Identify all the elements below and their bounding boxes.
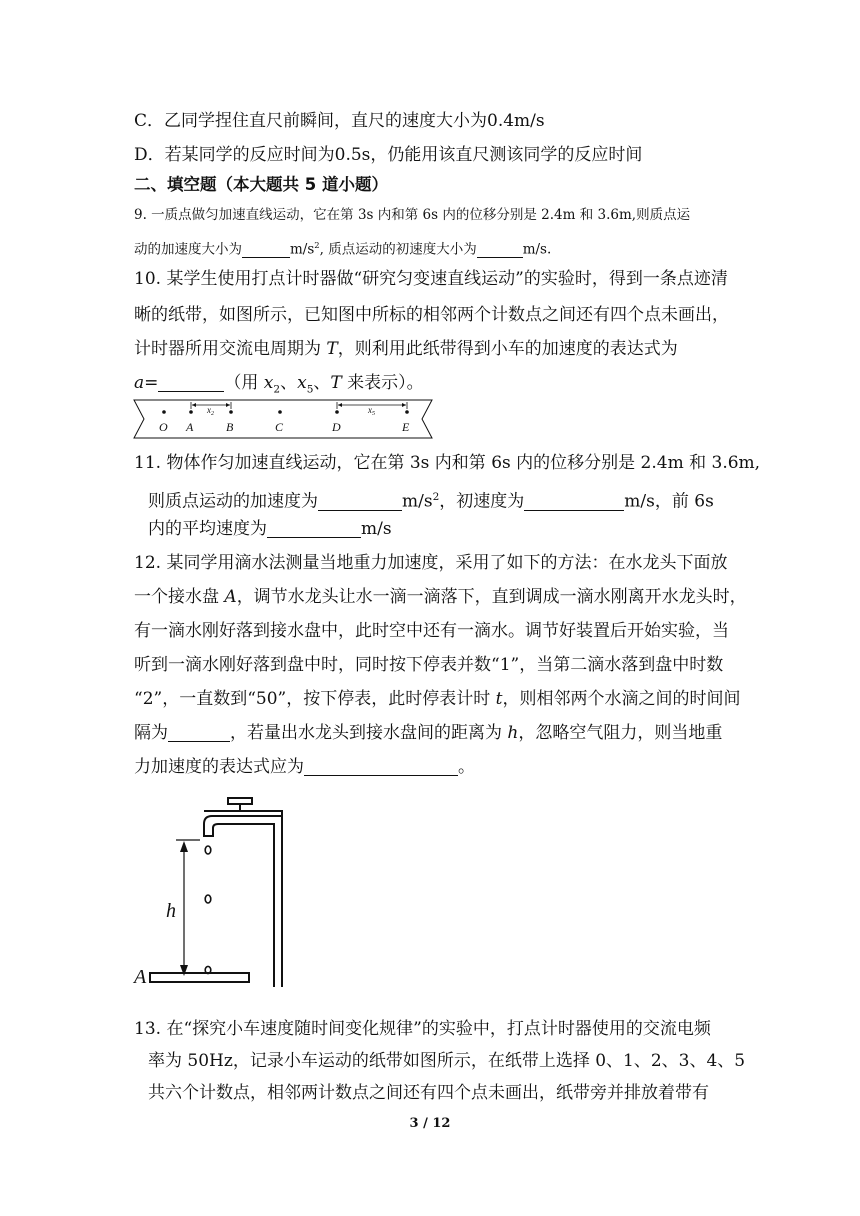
tape-label-d: D [332, 420, 341, 434]
tape-dot-c [278, 410, 282, 414]
height-arrow-bottom [180, 965, 188, 976]
q13-line-1: 13. 在“探究小车速度随时间变化规律”的实验中，打点计时器使用的交流电频 [134, 1019, 711, 1039]
q12-text-i: 。 [458, 757, 475, 777]
q10-sub-5: 5 [306, 383, 314, 396]
x2-label: $x_2$ [207, 405, 214, 417]
tape-label-b: B [226, 420, 234, 434]
q11-line-3 [148, 518, 392, 540]
tape-label-a: A [186, 420, 194, 434]
q10-text-b: ，则利用此纸带得到小车的加速度的表达式为 [337, 339, 678, 359]
q10-var-a: a [134, 373, 145, 393]
q10-var-x5: x [297, 373, 307, 393]
q10-var-x2: x [263, 373, 274, 393]
q9-unit-2: m/s. [522, 241, 552, 258]
q11-line-2 [148, 486, 714, 513]
q11-unit-exp: 2 [432, 491, 440, 503]
tape-dot-e [405, 410, 409, 414]
section-heading: 二、填空题（本大题共 5 道小题） [134, 175, 388, 194]
q12-text-h: 力加速度的表达式应为 [134, 757, 304, 777]
q9-unit: m/s [290, 241, 315, 258]
dripping-faucet-figure [130, 790, 300, 995]
q10-sub-2: 2 [273, 383, 281, 396]
q12-line-2 [134, 586, 747, 608]
q10-sep-1: 、 [280, 373, 298, 393]
q12-var-a: A [224, 587, 237, 607]
q12-blank-gravity [304, 758, 458, 776]
q10-blank [158, 374, 224, 392]
tape-dot-b [229, 410, 233, 414]
tray-label: A [134, 966, 147, 988]
q12-line-1: 12. 某同学用滴水法测量当地重力加速度，采用了如下的方法：在水龙头下面放 [134, 553, 728, 573]
q10-var-t: T [326, 339, 338, 359]
water-tray [150, 973, 249, 982]
option-c: C．乙同学捏住直尺前瞬间，直尺的速度大小为0.4m/s [134, 111, 545, 131]
q10-sep-2: 、 [313, 373, 331, 393]
option-d: D．若某同学的反应时间为0.5s，仍能用该直尺测该同学的反应时间 [134, 145, 643, 165]
height-label: h [166, 900, 176, 922]
q12-line-7 [134, 756, 475, 778]
q12-text-d: ，则相邻两个水滴之间的时间间 [502, 689, 741, 709]
q12-line-3: 有一滴水刚好落到接水盘中，此时空中还有一滴水。调节好装置后开始实验，当 [134, 621, 729, 641]
tape-dot-d [335, 410, 339, 414]
q12-line-6 [134, 722, 722, 744]
tape-dot-a [189, 410, 193, 414]
q10-hint-open: （用 [224, 373, 264, 393]
q12-text-e: 隔为 [134, 723, 168, 743]
faucet-pipe [204, 816, 282, 987]
q9-unit-exp: 2 [314, 240, 320, 250]
q10-hint-close: 来表示）。 [341, 373, 424, 393]
q11-text-c: m/s，前 6s [624, 491, 714, 512]
q12-text-g: ，忽略空气阻力，则当地重 [518, 723, 723, 743]
tape-label-c: C [275, 420, 284, 434]
q11-text-d: 内的平均速度为 [148, 519, 267, 539]
q11-blank-average-velocity [267, 520, 361, 538]
water-drop-middle [205, 895, 211, 903]
q12-text-f: ，若量出水龙头到接水盘间的距离为 [230, 723, 508, 743]
q11-blank-initial-velocity [524, 493, 624, 511]
q10-line-2: 晰的纸带，如图所示，已知图中所标的相邻两个计数点之间还有四个点未画出， [134, 305, 729, 325]
tape-label-o: O [159, 420, 168, 434]
q12-blank-interval [168, 724, 230, 742]
q12-var-t: t [495, 689, 503, 709]
q11-unit: m/s [402, 491, 433, 512]
paper-tape-figure [128, 396, 444, 442]
q11-blank-acceleration [318, 493, 402, 511]
q12-text-b: ，调节水龙头让水一滴一滴落下，直到调成一滴水刚离开水龙头时， [236, 587, 747, 607]
q12-text-a: 一个接水盘 [134, 587, 225, 607]
q13-line-2: 率为 50Hz，记录小车运动的纸带如图所示，在纸带上选择 0、1、2、3、4、5 [148, 1051, 746, 1071]
q10-var-t2: T [330, 373, 342, 393]
q11-line-1: 11. 物体作匀加速直线运动，它在第 3s 内和第 6s 内的位移分别是 2.4m 和 3.6m, [134, 453, 761, 473]
q10-text-a: 计时器所用交流电周期为 [134, 339, 327, 359]
q10-line-1: 10. 某学生使用打点计时器做“研究匀变速直线运动”的实验时，得到一条点迹清 [134, 269, 728, 289]
q9-text-a: 动的加速度大小为 [134, 241, 242, 258]
tape-label-e: E [402, 420, 410, 434]
page-number: 3 / 12 [409, 1116, 451, 1131]
tape-dot-o [162, 410, 166, 414]
q9-line-2 [134, 234, 551, 261]
q12-line-4: 听到一滴水刚好落到盘中时，同时按下停表并数“1”，当第二滴水落到盘中时数 [134, 655, 724, 675]
q9-line-1: 9. 一质点做匀加速直线运动，它在第 3s 内和第 6s 内的位移分别是 2.4m 和 3.6m,则质点运 [134, 207, 691, 223]
q11-text-a: 则质点运动的加速度为 [148, 491, 318, 512]
faucet-handle [228, 798, 252, 804]
x5-label: $x_5$ [368, 405, 375, 417]
q9-blank-acceleration [242, 240, 290, 258]
height-arrow-top [180, 841, 188, 852]
q11-text-b: ，初速度为 [439, 491, 525, 512]
q9-blank-initial-velocity [477, 240, 523, 258]
q10-line-3 [134, 338, 678, 360]
q12-text-c: “2”，一直数到“50”，按下停表，此时停表计时 [134, 689, 496, 709]
q12-line-5 [134, 688, 740, 710]
q10-equals: = [144, 373, 159, 393]
q13-line-3: 共六个计数点，相邻两计数点之间还有四个点未画出，纸带旁并排放着带有 [148, 1083, 709, 1103]
q11-unit-2: m/s [361, 519, 392, 539]
water-drop-top [205, 846, 211, 854]
q9-text-b: , 质点运动的初速度大小为 [319, 241, 477, 258]
q12-var-h: h [507, 723, 519, 743]
